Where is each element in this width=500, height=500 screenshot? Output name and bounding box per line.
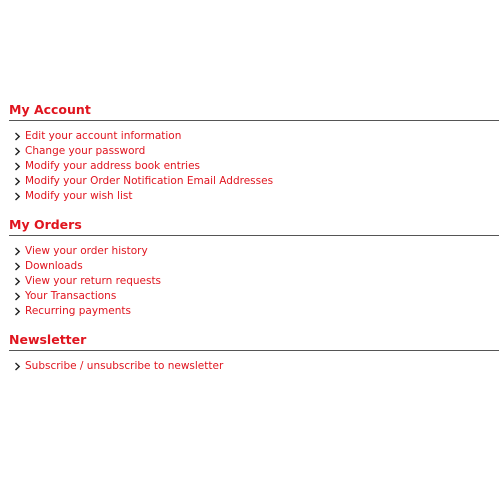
list-item: [14, 129, 499, 144]
chevron-right-icon: [14, 362, 25, 371]
list-item: [14, 289, 499, 304]
link-transactions[interactable]: Your Transactions: [25, 290, 117, 302]
link-list-my-account: [9, 121, 499, 204]
link-downloads[interactable]: Downloads: [25, 260, 83, 272]
link-list-my-orders: [9, 236, 499, 319]
link-return-requests[interactable]: View your return requests: [25, 275, 162, 287]
chevron-right-icon: [14, 192, 25, 201]
section-title-my-orders: My Orders: [9, 216, 499, 236]
link-edit-account-information[interactable]: Edit your account information: [25, 130, 182, 142]
list-item: [14, 189, 499, 204]
chevron-right-icon: [14, 292, 25, 301]
chevron-right-icon: [14, 277, 25, 286]
list-item: [14, 259, 499, 274]
chevron-right-icon: [14, 147, 25, 156]
chevron-right-icon: [14, 307, 25, 316]
link-newsletter-subscription[interactable]: Subscribe / unsubscribe to newsletter: [25, 360, 224, 372]
link-recurring-payments[interactable]: Recurring payments: [25, 305, 131, 317]
chevron-right-icon: [14, 177, 25, 186]
list-item: [14, 304, 499, 319]
section-newsletter: [9, 331, 499, 374]
chevron-right-icon: [14, 262, 25, 271]
link-list-newsletter: [9, 351, 499, 374]
section-title-my-account: My Account: [9, 101, 499, 121]
link-modify-notification-emails[interactable]: Modify your Order Notification Email Addresses: [25, 175, 274, 187]
section-my-account: [9, 101, 499, 204]
link-order-history[interactable]: View your order history: [25, 245, 148, 257]
account-menu: [9, 101, 499, 374]
chevron-right-icon: [14, 247, 25, 256]
link-modify-wish-list[interactable]: Modify your wish list: [25, 190, 133, 202]
section-title-newsletter: Newsletter: [9, 331, 499, 351]
link-modify-address-book[interactable]: Modify your address book entries: [25, 160, 200, 172]
section-my-orders: [9, 216, 499, 319]
list-item: [14, 274, 499, 289]
chevron-right-icon: [14, 162, 25, 171]
list-item: [14, 244, 499, 259]
list-item: [14, 359, 499, 374]
list-item: [14, 174, 499, 189]
list-item: [14, 159, 499, 174]
chevron-right-icon: [14, 132, 25, 141]
link-change-password[interactable]: Change your password: [25, 145, 146, 157]
list-item: [14, 144, 499, 159]
